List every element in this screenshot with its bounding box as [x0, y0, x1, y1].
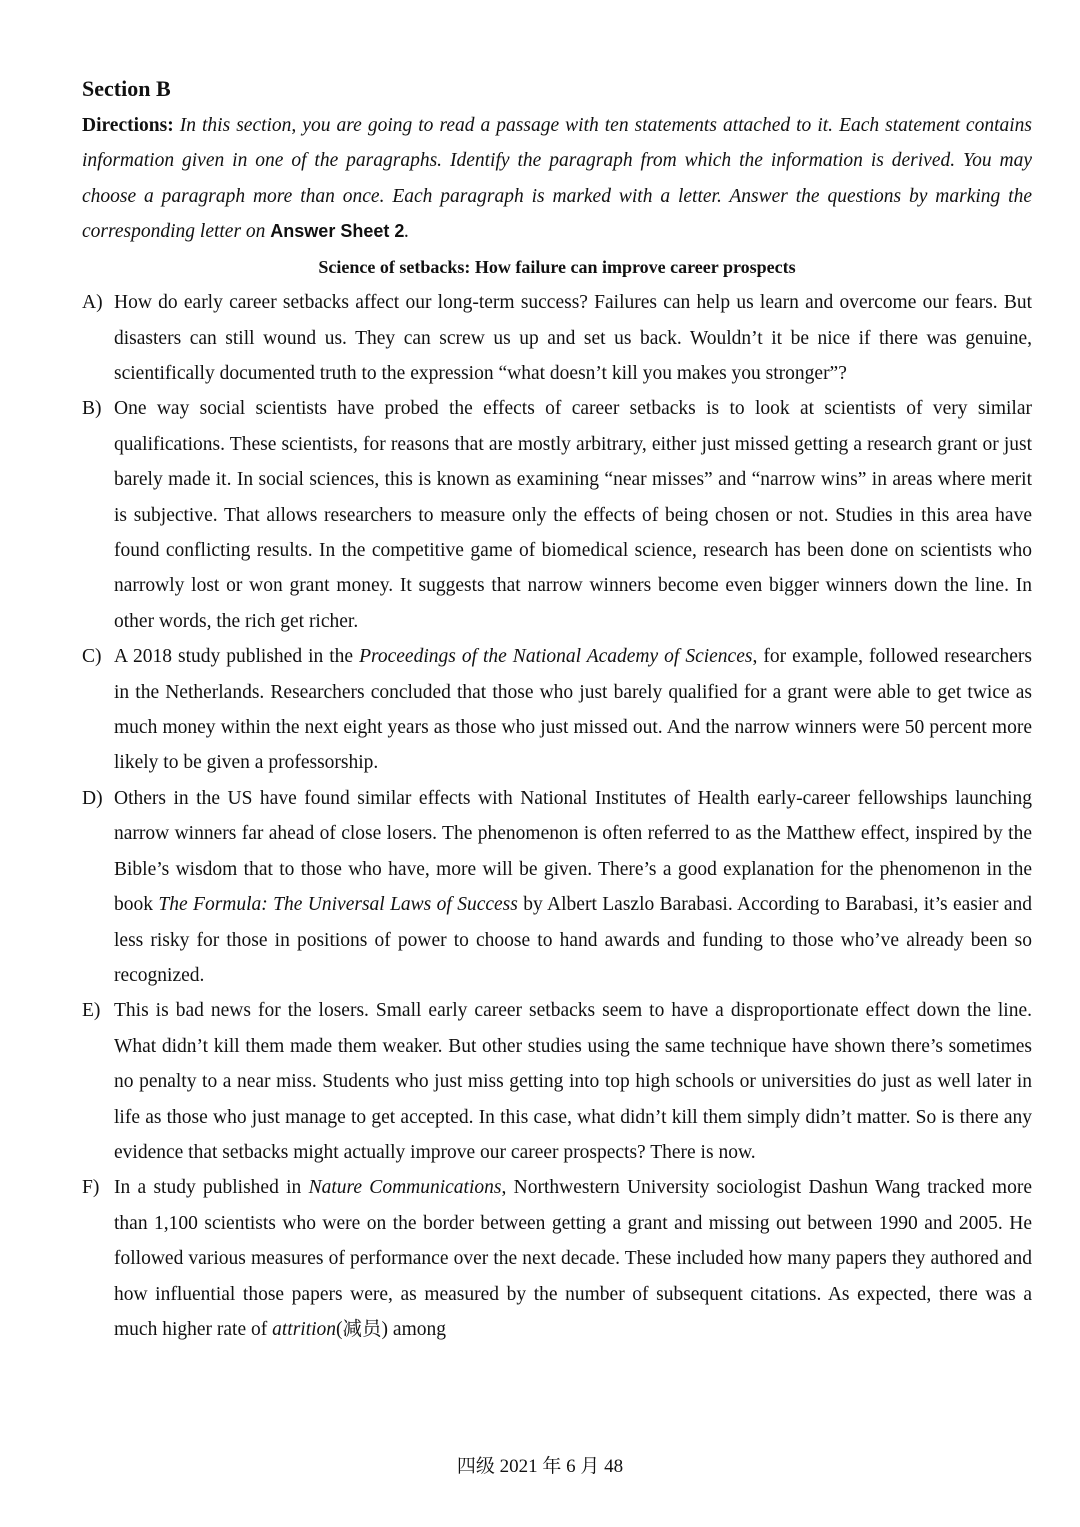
paragraph-b	[82, 391, 1032, 639]
paragraph-letter: C)	[82, 646, 102, 668]
page-footer: 四级 2021 年 6 月 48	[456, 1456, 624, 1477]
directions-lead: Directions:	[82, 115, 174, 136]
paragraph-a	[82, 285, 1032, 391]
exam-page	[82, 72, 1032, 1347]
paragraph-text: by Albert Laszlo Barabasi. According to Barabasi, it’s easier and less risky for those in positions of power to choose to hand awards and funding to those who’ve already been so recognized.	[114, 894, 1032, 986]
paragraph-text: A 2018 study published in the	[114, 646, 360, 668]
paragraph-text: , for example, followed researchers in the Netherlands. Researchers concluded that those who just barely qualified for a grant were able to get twice as much money within the next eight years as those who just missed out. And the narrow winners were 50 percent more likely to be given a professorship.	[114, 646, 1032, 774]
journal-title: Nature Communications	[308, 1177, 502, 1199]
directions-body: In this section, you are going to read a passage with ten statements attached to it. Each statement contains information given in one of the paragraphs. Identify the paragraph from which the information is derived. You may choose a paragraph more than once. Each paragraph is marked with a letter. Answer the questions by marking the corresponding letter on	[82, 115, 1032, 242]
paragraph-letter: E)	[82, 1000, 101, 1022]
paragraph-c	[82, 639, 1032, 781]
journal-title: Proceedings of the National Academy of Sciences	[359, 646, 753, 668]
directions-end: .	[404, 220, 410, 242]
book-title: The Formula: The Universal Laws of Success	[158, 894, 518, 916]
passage-title: Science of setbacks: How failure can improve career prospects	[318, 257, 796, 278]
section-title: Section B	[82, 76, 171, 101]
directions	[82, 108, 1032, 249]
paragraph-text: How do early career setbacks affect our long-term success? Failures can help us learn and overcome our fears. But disasters can still wound us. They can screw us up and set us back. Wouldn’t it be nice if there was genuine, scientifically documented truth to the expression “what doesn’t kill you makes you stronger”?	[114, 292, 1032, 384]
paragraph-f	[82, 1170, 1032, 1347]
paragraph-text: One way social scientists have probed the effects of career setbacks is to look at scientists of very similar qualifications. These scientists, for reasons that are mostly arbitrary, either just missed getting a research grant or just barely made it. In social sciences, this is known as examining “near misses” and “narrow wins” in areas where merit is subjective. That allows researchers to measure only the effects of being chosen or not. Studies in this area have found conflicting results. In the competitive game of biomedical science, research has been done on scientists who narrowly lost or won grant money. It suggests that narrow winners become even bigger winners down the line. In other words, the rich get richer.	[114, 398, 1032, 632]
paragraph-e	[82, 993, 1032, 1170]
paragraph-text: Others in the US have found similar effects with National Institutes of Health early-career fellowships launching narrow winners far ahead of close losers. The phenomenon is often referred to as the Matthew effect, inspired by the Bible’s wisdom that to those who have, more will be given. There’s a good explanation for the phenomenon in the book	[114, 787, 1032, 916]
glossed-word: attrition	[272, 1318, 337, 1340]
paragraph-text: (减员) among	[336, 1318, 446, 1340]
paragraph-letter: B)	[82, 398, 102, 420]
paragraph-letter: A)	[82, 292, 103, 314]
paragraph-letter: F)	[82, 1177, 100, 1199]
paragraph-text: This is bad news for the losers. Small early career setbacks seem to have a disproportionate effect down the line. What didn’t kill them made them weaker. But other studies using the same technique have shown there’s sometimes no penalty to a near miss. Students who just miss getting into top high schools or universities do just as well later in life as those who just manage to get accepted. In this case, what didn’t kill them simply didn’t matter. So is there any evidence that setbacks might actually improve our career prospects? There is now.	[114, 1000, 1032, 1163]
paragraph-text: , Northwestern University sociologist Dashun Wang tracked more than 1,100 scientists who were on the border between getting a grant and missing out between 1990 and 2005. He followed various measures of performance over the next decade. These included how many papers they authored and how influential those papers were, as measured by the number of subsequent citations. As expected, there was a much higher rate of	[114, 1177, 1032, 1340]
paragraph-letter: D)	[82, 787, 103, 809]
paragraph-d	[82, 781, 1032, 993]
answer-sheet-label: Answer Sheet 2	[270, 220, 405, 241]
paragraph-text: In a study published in	[114, 1177, 309, 1199]
